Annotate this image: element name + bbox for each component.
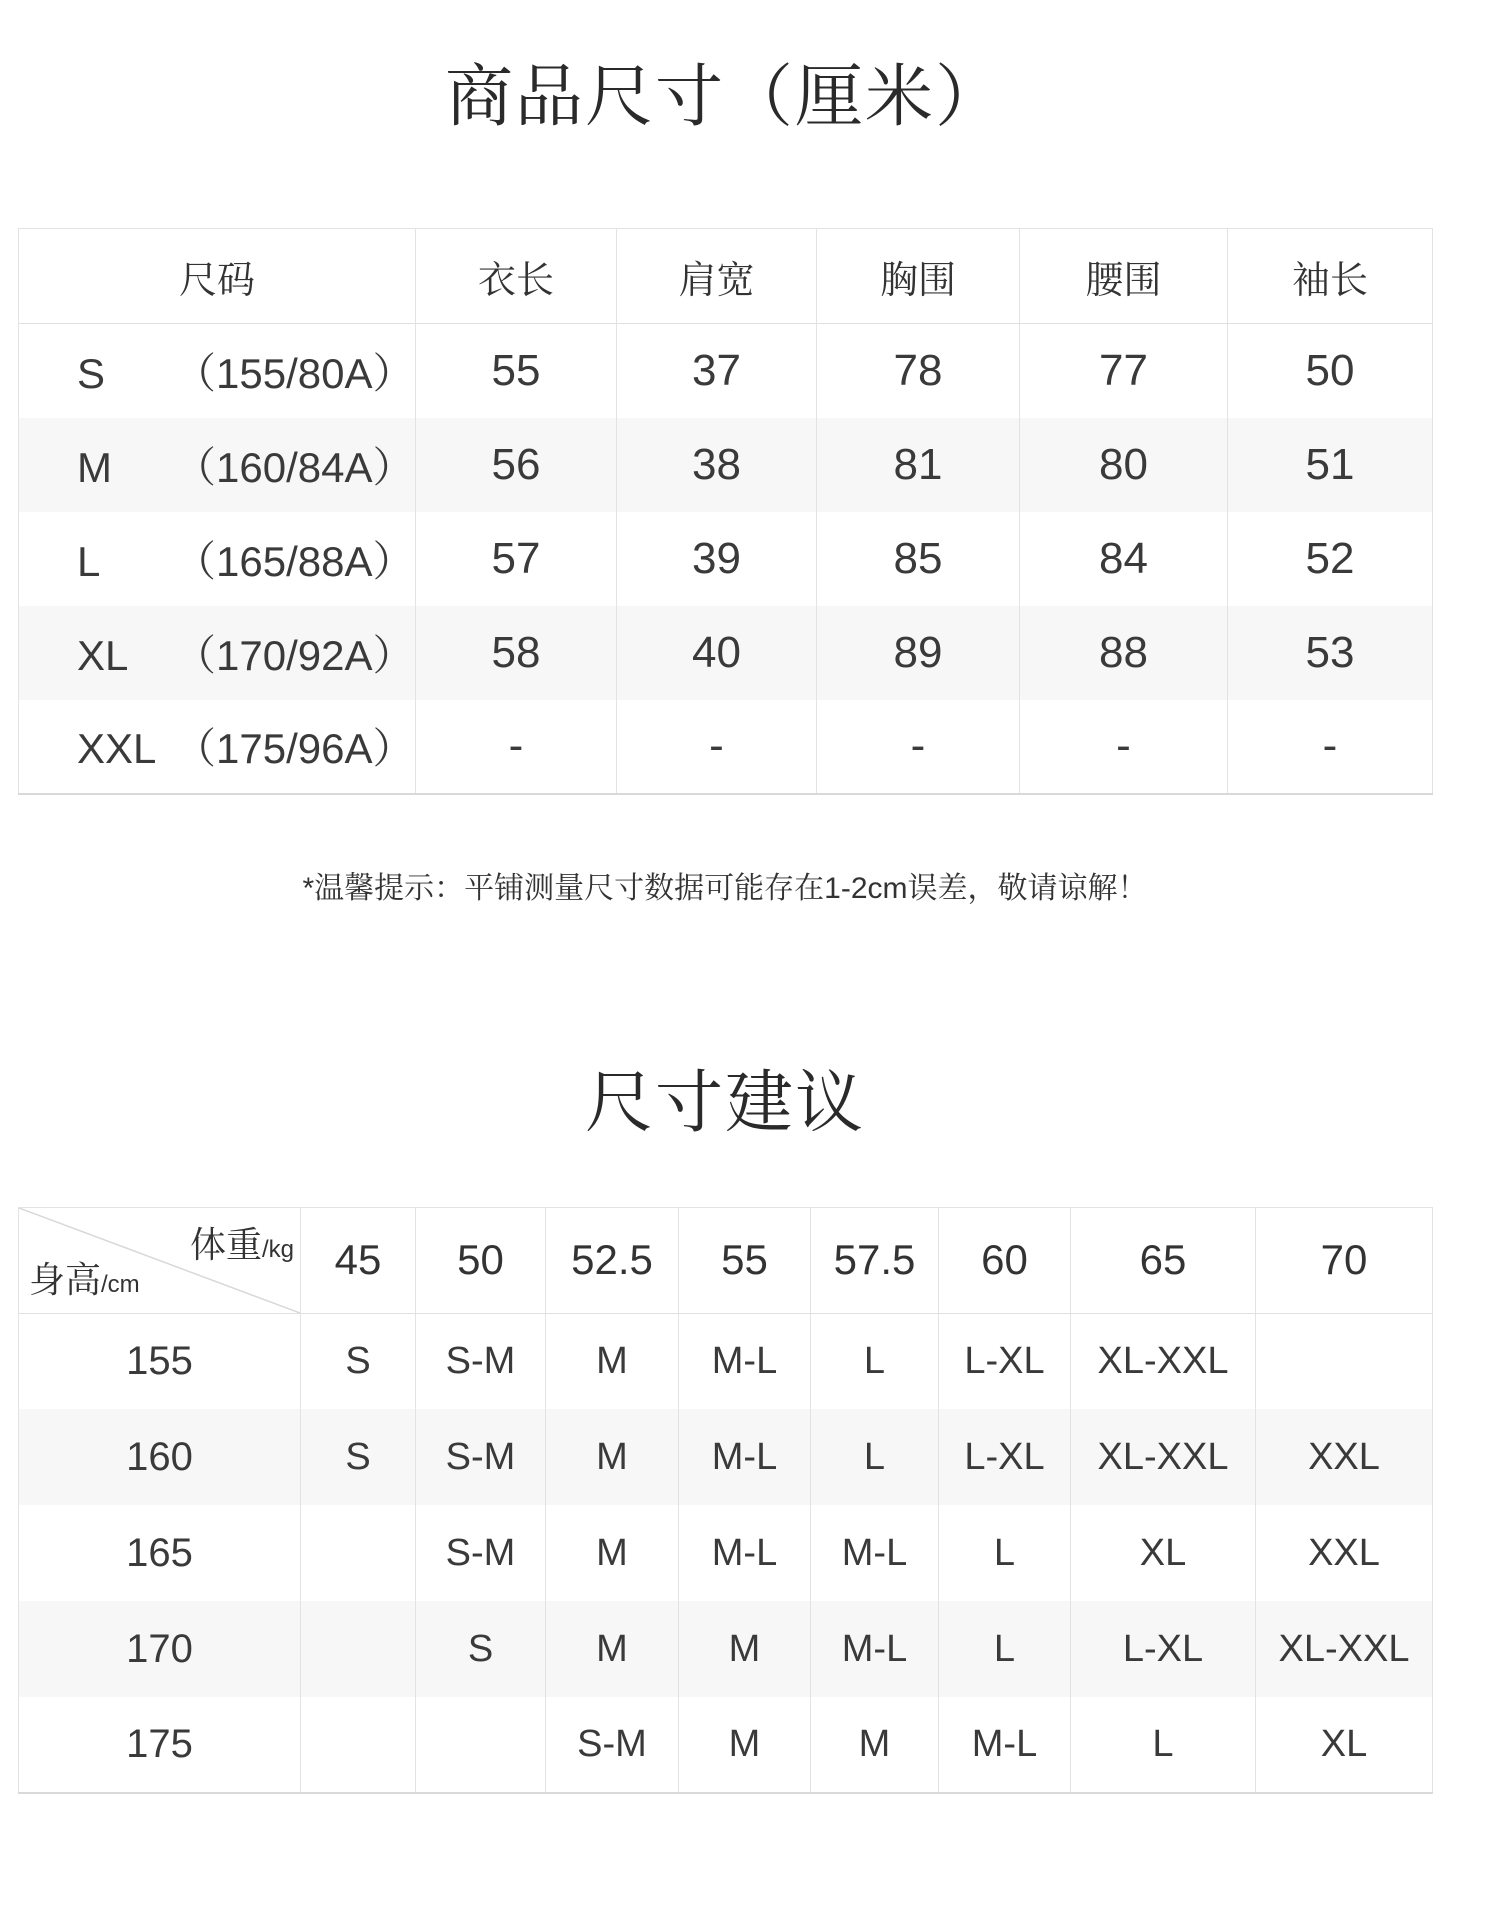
measure-cell: - — [1228, 700, 1433, 794]
weight-header: 50 — [416, 1207, 546, 1313]
weight-header: 52.5 — [546, 1207, 679, 1313]
measure-cell: 50 — [1228, 324, 1433, 418]
weight-axis-label: 体重/kg — [189, 1223, 294, 1265]
size-advice-table — [18, 1207, 1433, 1795]
recommend-cell: S-M — [416, 1409, 546, 1505]
measure-cell: 40 — [617, 606, 817, 700]
size-row — [19, 324, 1433, 418]
measure-cell: 56 — [416, 418, 617, 512]
col-header-size: 尺码 — [19, 229, 416, 324]
recommend-cell — [301, 1505, 416, 1601]
size-spec: （165/88A） — [174, 537, 415, 585]
recommend-cell: L-XL — [1071, 1601, 1256, 1697]
recommend-cell: M-L — [811, 1601, 939, 1697]
measure-cell: 88 — [1020, 606, 1228, 700]
height-cell: 160 — [19, 1409, 301, 1505]
measure-cell: 51 — [1228, 418, 1433, 512]
recommend-cell: S — [301, 1409, 416, 1505]
recommend-cell: S-M — [416, 1313, 546, 1409]
size-spec: （160/84A） — [174, 443, 415, 491]
recommend-cell: M — [811, 1697, 939, 1793]
recommend-cell — [1256, 1313, 1433, 1409]
recommend-cell: M-L — [679, 1313, 811, 1409]
recommend-cell: M — [679, 1601, 811, 1697]
recommend-cell: M-L — [679, 1505, 811, 1601]
size-cell — [19, 324, 416, 418]
size-cell — [19, 418, 416, 512]
height-axis-label: 身高/cm — [29, 1258, 140, 1300]
recommend-cell: XXL — [1256, 1505, 1433, 1601]
recommend-cell: L — [939, 1601, 1071, 1697]
recommend-cell: XL-XXL — [1071, 1313, 1256, 1409]
recommend-cell: M-L — [811, 1505, 939, 1601]
size-spec: （175/96A） — [174, 725, 415, 772]
size-table-header-row — [19, 229, 1433, 324]
measure-cell: 53 — [1228, 606, 1433, 700]
measure-cell: 78 — [817, 324, 1020, 418]
size-cell — [19, 512, 416, 606]
recommend-cell: S-M — [416, 1505, 546, 1601]
measure-cell: 58 — [416, 606, 617, 700]
measure-cell: 80 — [1020, 418, 1228, 512]
col-header-waist: 腰围 — [1020, 229, 1228, 324]
weight-header: 65 — [1071, 1207, 1256, 1313]
recommend-cell: XL-XXL — [1256, 1601, 1433, 1697]
recommend-cell: XXL — [1256, 1409, 1433, 1505]
advice-table-header-row — [19, 1207, 1433, 1313]
measurement-disclaimer-note: *温馨提示：平铺测量尺寸数据可能存在1-2cm误差，敬请谅解！ — [302, 871, 1148, 905]
size-letter: L — [77, 537, 101, 585]
measure-cell: - — [1020, 700, 1228, 794]
height-cell: 165 — [19, 1505, 301, 1601]
size-row — [19, 700, 1433, 794]
col-header-garment-length: 衣长 — [416, 229, 617, 324]
recommend-cell: M — [546, 1601, 679, 1697]
measure-cell: 81 — [817, 418, 1020, 512]
recommend-cell: L-XL — [939, 1409, 1071, 1505]
col-header-bust: 胸围 — [817, 229, 1020, 324]
size-letter: M — [77, 443, 112, 491]
measure-cell: 89 — [817, 606, 1020, 700]
measure-cell: 77 — [1020, 324, 1228, 418]
size-row — [19, 418, 1433, 512]
recommend-cell: L — [811, 1313, 939, 1409]
recommend-row — [19, 1409, 1433, 1505]
size-row — [19, 512, 1433, 606]
recommend-cell: M-L — [679, 1409, 811, 1505]
weight-header: 60 — [939, 1207, 1071, 1313]
measure-cell: 37 — [617, 324, 817, 418]
weight-header: 55 — [679, 1207, 811, 1313]
recommend-cell: L — [1071, 1697, 1256, 1793]
recommend-row — [19, 1697, 1433, 1793]
size-cell — [19, 606, 416, 700]
measure-cell: - — [817, 700, 1020, 794]
size-letter: XL — [77, 631, 129, 679]
size-letter: XXL — [77, 725, 157, 772]
measure-cell: 57 — [416, 512, 617, 606]
recommend-row — [19, 1313, 1433, 1409]
axis-corner-cell — [19, 1207, 301, 1313]
recommend-cell: L-XL — [939, 1313, 1071, 1409]
recommend-cell — [301, 1601, 416, 1697]
recommend-cell: M — [546, 1409, 679, 1505]
measure-cell: - — [617, 700, 817, 794]
col-header-shoulder-width: 肩宽 — [617, 229, 817, 324]
size-cell — [19, 700, 416, 794]
recommend-cell: XL — [1256, 1697, 1433, 1793]
height-cell: 155 — [19, 1313, 301, 1409]
recommend-cell — [416, 1697, 546, 1793]
measure-cell: 55 — [416, 324, 617, 418]
size-spec: （155/80A） — [174, 349, 415, 397]
weight-header: 57.5 — [811, 1207, 939, 1313]
weight-header: 70 — [1256, 1207, 1433, 1313]
height-cell: 170 — [19, 1601, 301, 1697]
recommend-cell: XL-XXL — [1071, 1409, 1256, 1505]
recommend-row — [19, 1505, 1433, 1601]
size-spec: （170/92A） — [174, 631, 415, 679]
recommend-cell: L — [811, 1409, 939, 1505]
measure-cell: 84 — [1020, 512, 1228, 606]
recommend-cell: S-M — [546, 1697, 679, 1793]
measure-cell: 52 — [1228, 512, 1433, 606]
size-letter: S — [77, 349, 106, 397]
recommend-cell: M — [546, 1505, 679, 1601]
measure-cell: 39 — [617, 512, 817, 606]
weight-header: 45 — [301, 1207, 416, 1313]
recommend-cell: M — [546, 1313, 679, 1409]
col-header-sleeve-length: 袖长 — [1228, 229, 1433, 324]
recommend-cell: M-L — [939, 1697, 1071, 1793]
recommend-cell — [301, 1697, 416, 1793]
recommend-cell: S — [416, 1601, 546, 1697]
size-advice-title: 尺寸建议 — [584, 1064, 865, 1141]
recommend-cell: L — [939, 1505, 1071, 1601]
product-size-table — [18, 228, 1433, 795]
product-size-title: 商品尺寸（厘米） — [444, 59, 1005, 135]
recommend-cell: M — [679, 1697, 811, 1793]
measure-cell: 85 — [817, 512, 1020, 606]
measure-cell: 38 — [617, 418, 817, 512]
measure-cell: - — [416, 700, 617, 794]
size-row — [19, 606, 1433, 700]
recommend-cell: XL — [1071, 1505, 1256, 1601]
recommend-cell: S — [301, 1313, 416, 1409]
height-cell: 175 — [19, 1697, 301, 1793]
recommend-row — [19, 1601, 1433, 1697]
